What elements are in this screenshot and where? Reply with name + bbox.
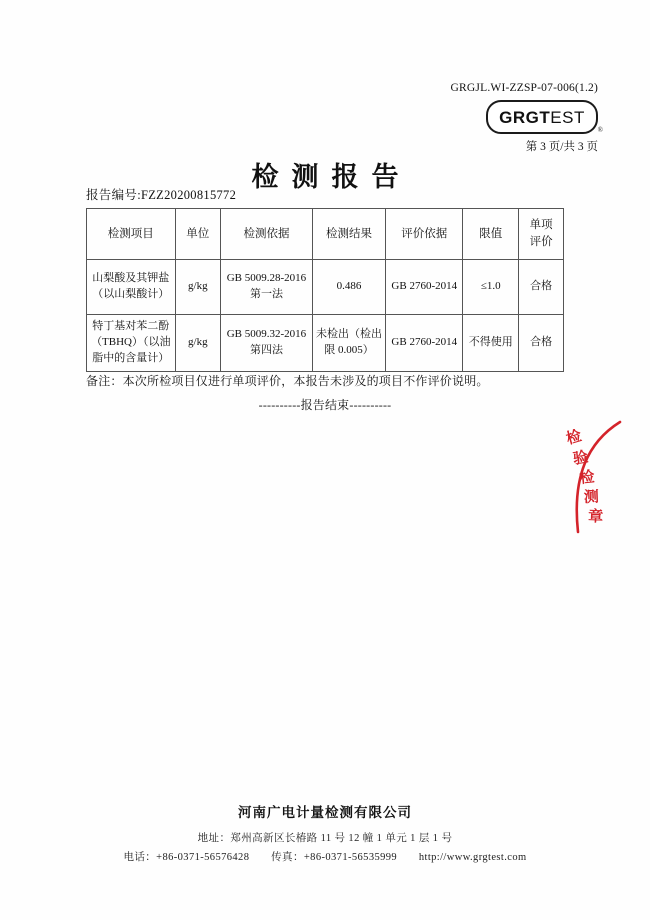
logo-text [499, 109, 585, 126]
cell-result-line2: 限 0.005） [324, 343, 374, 356]
col-header-single-eval-line2: 评价 [529, 236, 553, 248]
col-header-limit: 限值 [463, 209, 519, 260]
cell-result-line1: 未检出（检出 [316, 327, 383, 340]
page-count: 第 3 页/共 3 页 [525, 141, 598, 153]
cell-basis-line2: 第一法 [249, 288, 283, 300]
cell-item [87, 315, 176, 372]
cell-basis-line1: GB 5009.28-2016 [226, 272, 307, 285]
col-header-unit: 单位 [175, 209, 220, 260]
logo-main: GRGT [499, 107, 551, 127]
svg-text:检: 检 [578, 469, 596, 487]
svg-text:章: 章 [587, 509, 604, 526]
cell-basis-line1: GB 5009.32-2016 [226, 327, 307, 340]
results-table [86, 208, 564, 372]
cell-unit: g/kg [175, 260, 220, 315]
official-seal [558, 420, 628, 535]
page-title: 检测报告 [251, 162, 412, 192]
table-header-row [87, 209, 564, 260]
cell-basis [221, 260, 313, 315]
cell-limit: ≤1.0 [463, 260, 519, 315]
cell-item-line3: 脂中的含量计） [92, 351, 170, 364]
cell-unit: g/kg [175, 315, 220, 372]
col-header-basis: 检测依据 [221, 209, 313, 260]
company-name: 河南广电计量检测有限公司 [238, 805, 412, 821]
grgtest-logo [486, 100, 598, 134]
col-header-single-eval-line1: 单项 [529, 219, 553, 232]
cell-item-line2: （以山梨酸计） [92, 288, 170, 300]
cell-eval-basis: GB 2760-2014 [386, 315, 463, 372]
cell-limit: 不得使用 [463, 315, 519, 372]
cell-single-eval: 合格 [519, 315, 564, 372]
cell-item-line1: 山梨酸及其钾盐 [92, 272, 170, 285]
table-row [87, 260, 564, 315]
col-header-item: 检测项目 [87, 209, 176, 260]
page-footer [0, 801, 650, 868]
col-header-eval-basis: 评价依据 [386, 209, 463, 260]
cell-item-line2: （TBHQ）（以油 [91, 335, 171, 348]
logo-suffix: EST [550, 107, 585, 127]
registered-trademark-icon: ® [597, 126, 603, 134]
svg-text:验: 验 [571, 449, 590, 468]
report-number: 报告编号:FZZ20200815772 [86, 188, 237, 202]
col-header-single-eval [519, 209, 564, 260]
col-header-result: 检测结果 [312, 209, 385, 260]
svg-text:测: 测 [583, 489, 600, 506]
remark-note: 备注：本次所检项目仅进行单项评价，本报告未涉及的项目不作评价说明。 [86, 374, 489, 388]
table-row [87, 315, 564, 372]
company-contact: 电话：+86-0371-56576428 传真：+86-0371-56535999 http://www.grgtest.com [123, 852, 527, 864]
report-end-mark: ----------报告结束---------- [258, 398, 392, 412]
svg-text:检: 检 [564, 428, 584, 448]
document-code: GRGJL.WI-ZZSP-07-006(1.2) [450, 82, 598, 94]
cell-basis-line2: 第四法 [249, 343, 283, 356]
cell-result [312, 315, 385, 372]
cell-item-line1: 特丁基对苯二酚 [92, 320, 170, 332]
cell-basis [221, 315, 313, 372]
cell-result: 0.486 [312, 260, 385, 315]
results-table-wrapper [86, 208, 564, 372]
cell-single-eval: 合格 [519, 260, 564, 315]
company-address: 地址：郑州高新区长椿路 11 号 12 幢 1 单元 1 层 1 号 [197, 833, 453, 845]
cell-item [87, 260, 176, 315]
cell-eval-basis: GB 2760-2014 [386, 260, 463, 315]
